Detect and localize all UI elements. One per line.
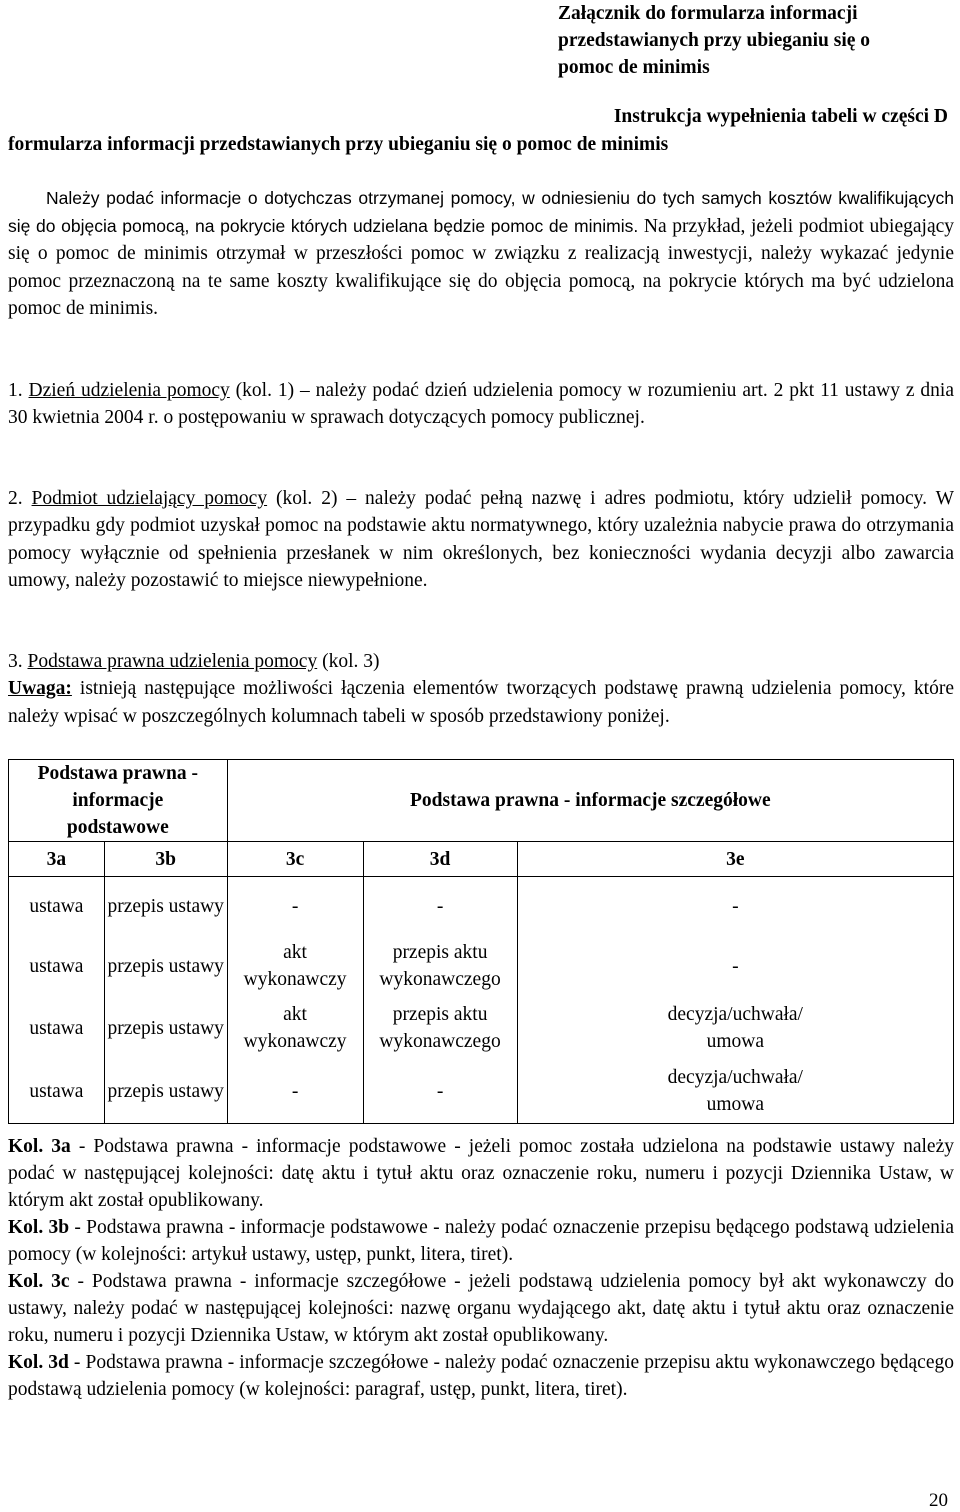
attachment-header-line: przedstawianych przy ubieganiu się o [558,30,871,51]
table-row [9,935,954,997]
table-cell: - [227,877,363,936]
column-code-cell: 3b [104,842,227,877]
table-cell: - [363,877,517,936]
instruction-title [8,103,948,159]
column-text: - Podstawa prawna - informacje podstawowe - należy podać oznaczenie przepisu będącego podstawą udzielenia pomocy (w kolejności: artykuł ustawy, ustęp, punkt, litera, tiret). [8,1217,954,1265]
table-cell: akt wykonawczy [227,935,363,997]
table-code-row [9,842,954,877]
intro-paragraph [8,185,954,323]
section-2 [8,485,954,594]
table-cell: - [227,1059,363,1124]
table-cell: - [363,1059,517,1124]
section-number: 3. [8,651,23,672]
table-cell: przepis aktu wykonawczego [363,935,517,997]
table-cell: przepis ustawy [104,997,227,1059]
section-number: 2. [8,488,23,509]
section-suffix: (kol. 3) [317,651,380,672]
section-3 [8,648,954,730]
table-cell: ustawa [9,1059,105,1124]
table-cell: przepis aktu wykonawczego [363,997,517,1059]
table-header-row [9,760,954,842]
instruction-title-line: Instrukcja wypełnienia tabeli w części D [613,106,948,127]
table-cell: przepis ustawy [104,877,227,936]
note-label: Uwaga: [8,678,72,700]
column-descriptions [8,1133,954,1403]
section-text: (kol. 1) – należy podać dzień udzielenia pomocy w rozumieniu art. 2 pkt 11 ustawy z dnia 30 kwietnia 2004 r. o postępowaniu w sprawach dotyczących pomocy publicznej. [8,380,954,429]
column-label: Kol. 3a [8,1136,71,1157]
section-text: W przypadku gdy podmiot uzyskał pomoc na podstawie aktu normatywnego, który uzależnia nabycie prawa do otrzymania pomocy wyłącznie od spełnienia przesłanek w nim określonych, bez konieczności wydania decyzji albo zawarcia umowy, należy pozostawić to miejsce niewypełnione. [8,488,955,591]
section-1 [8,377,954,432]
instruction-title-line: formularza informacji przedstawianych przy ubieganiu się o pomoc de minimis [8,134,669,155]
column-description [8,1214,954,1268]
page-number: 20 [929,1490,948,1511]
column-description [8,1349,954,1403]
column-text: - Podstawa prawna - informacje szczegółowe - jeżeli podstawą udzielenia pomocy był akt wykonawczy do ustawy, należy podać w następującej kolejności: nazwę organu wydającego akt, datę aktu i tytuł aktu oraz oznaczenie roku, numeru i pozycji Dziennika Ustaw, w którym akt został opublikowany. [8,1271,954,1346]
table-header-cell: Podstawa prawna - informacje szczegółowe [227,760,953,842]
attachment-header-line: pomoc de minimis [558,57,710,78]
table-cell: decyzja/uchwała/ umowa [517,997,953,1059]
table-cell: akt wykonawczy [227,997,363,1059]
column-label: Kol. 3b [8,1217,70,1238]
table-header-cell: Podstawa prawna - informacje podstawowe [9,760,228,842]
table-cell: przepis ustawy [104,1059,227,1124]
section-title: Dzień udzielenia pomocy [28,380,230,401]
column-code-cell: 3a [9,842,105,877]
column-code-cell: 3d [363,842,517,877]
column-label: Kol. 3d [8,1352,69,1373]
table-cell: ustawa [9,935,105,997]
column-description [8,1133,954,1214]
column-label: Kol. 3c [8,1271,70,1292]
table-cell: - [517,877,953,936]
table-row [9,877,954,936]
table-cell: - [517,935,953,997]
section-title: Podstawa prawna udzielenia pomocy [27,651,318,672]
attachment-header [558,0,958,81]
column-text: - Podstawa prawna - informacje szczegółowe - należy podać oznaczenie przepisu aktu wykonawczego będącego podstawą udzielenia pomocy (w kolejności: paragraf, ustęp, punkt, litera, tiret). [8,1352,954,1400]
section-title: Podmiot udzielający pomocy [31,488,268,509]
legal-basis-table [8,759,954,1124]
column-description [8,1268,954,1349]
section-text: (kol. 2) – należy podać pełną nazwę i adres podmiotu, który udzielił pomocy. [267,488,928,509]
section-number: 1. [8,380,23,401]
attachment-header-line: Załącznik do formularza informacji [558,3,858,24]
intro-serif-text: Na przykład, jeżeli podmiot ubiegający się o pomoc de minimis otrzymał w przeszłości pomoc w związku z realizacją inwestycji, należy wykazać jedynie pomoc przeznaczoną na te same koszty kwalifikujące się do objęcia pomocą, na pokrycie których ma być udzielona pomoc de minimis. [8,215,955,319]
column-code-cell: 3e [517,842,953,877]
table-cell: ustawa [9,877,105,936]
table-cell: decyzja/uchwała/ umowa [517,1059,953,1124]
table-row [9,997,954,1059]
column-code-cell: 3c [227,842,363,877]
table-cell: ustawa [9,997,105,1059]
intro-sans-text: Należy podać informacje o dotychczas otrzymanej pomocy, w odniesieniu do tych samych kosztów kwalifikujących się do objęcia pomocą, na pokrycie których udzielana będzie pomoc de minimis. [8,188,954,236]
note-text: istnieją następujące możliwości łączenia elementów tworzących podstawę prawną udzielenia pomocy, które należy wpisać w poszczególnych kolumnach tabeli w sposób przedstawiony poniżej. [8,678,954,727]
table-row [9,1059,954,1124]
column-text: - Podstawa prawna - informacje podstawowe - jeżeli pomoc została udzielona na podstawie ustawy należy podać w następującej kolejności: datę aktu i tytuł aktu oraz oznaczenie roku, numeru i pozycji Dziennika Ustaw, w którym akt został opublikowany. [8,1136,954,1211]
table-cell: przepis ustawy [104,935,227,997]
